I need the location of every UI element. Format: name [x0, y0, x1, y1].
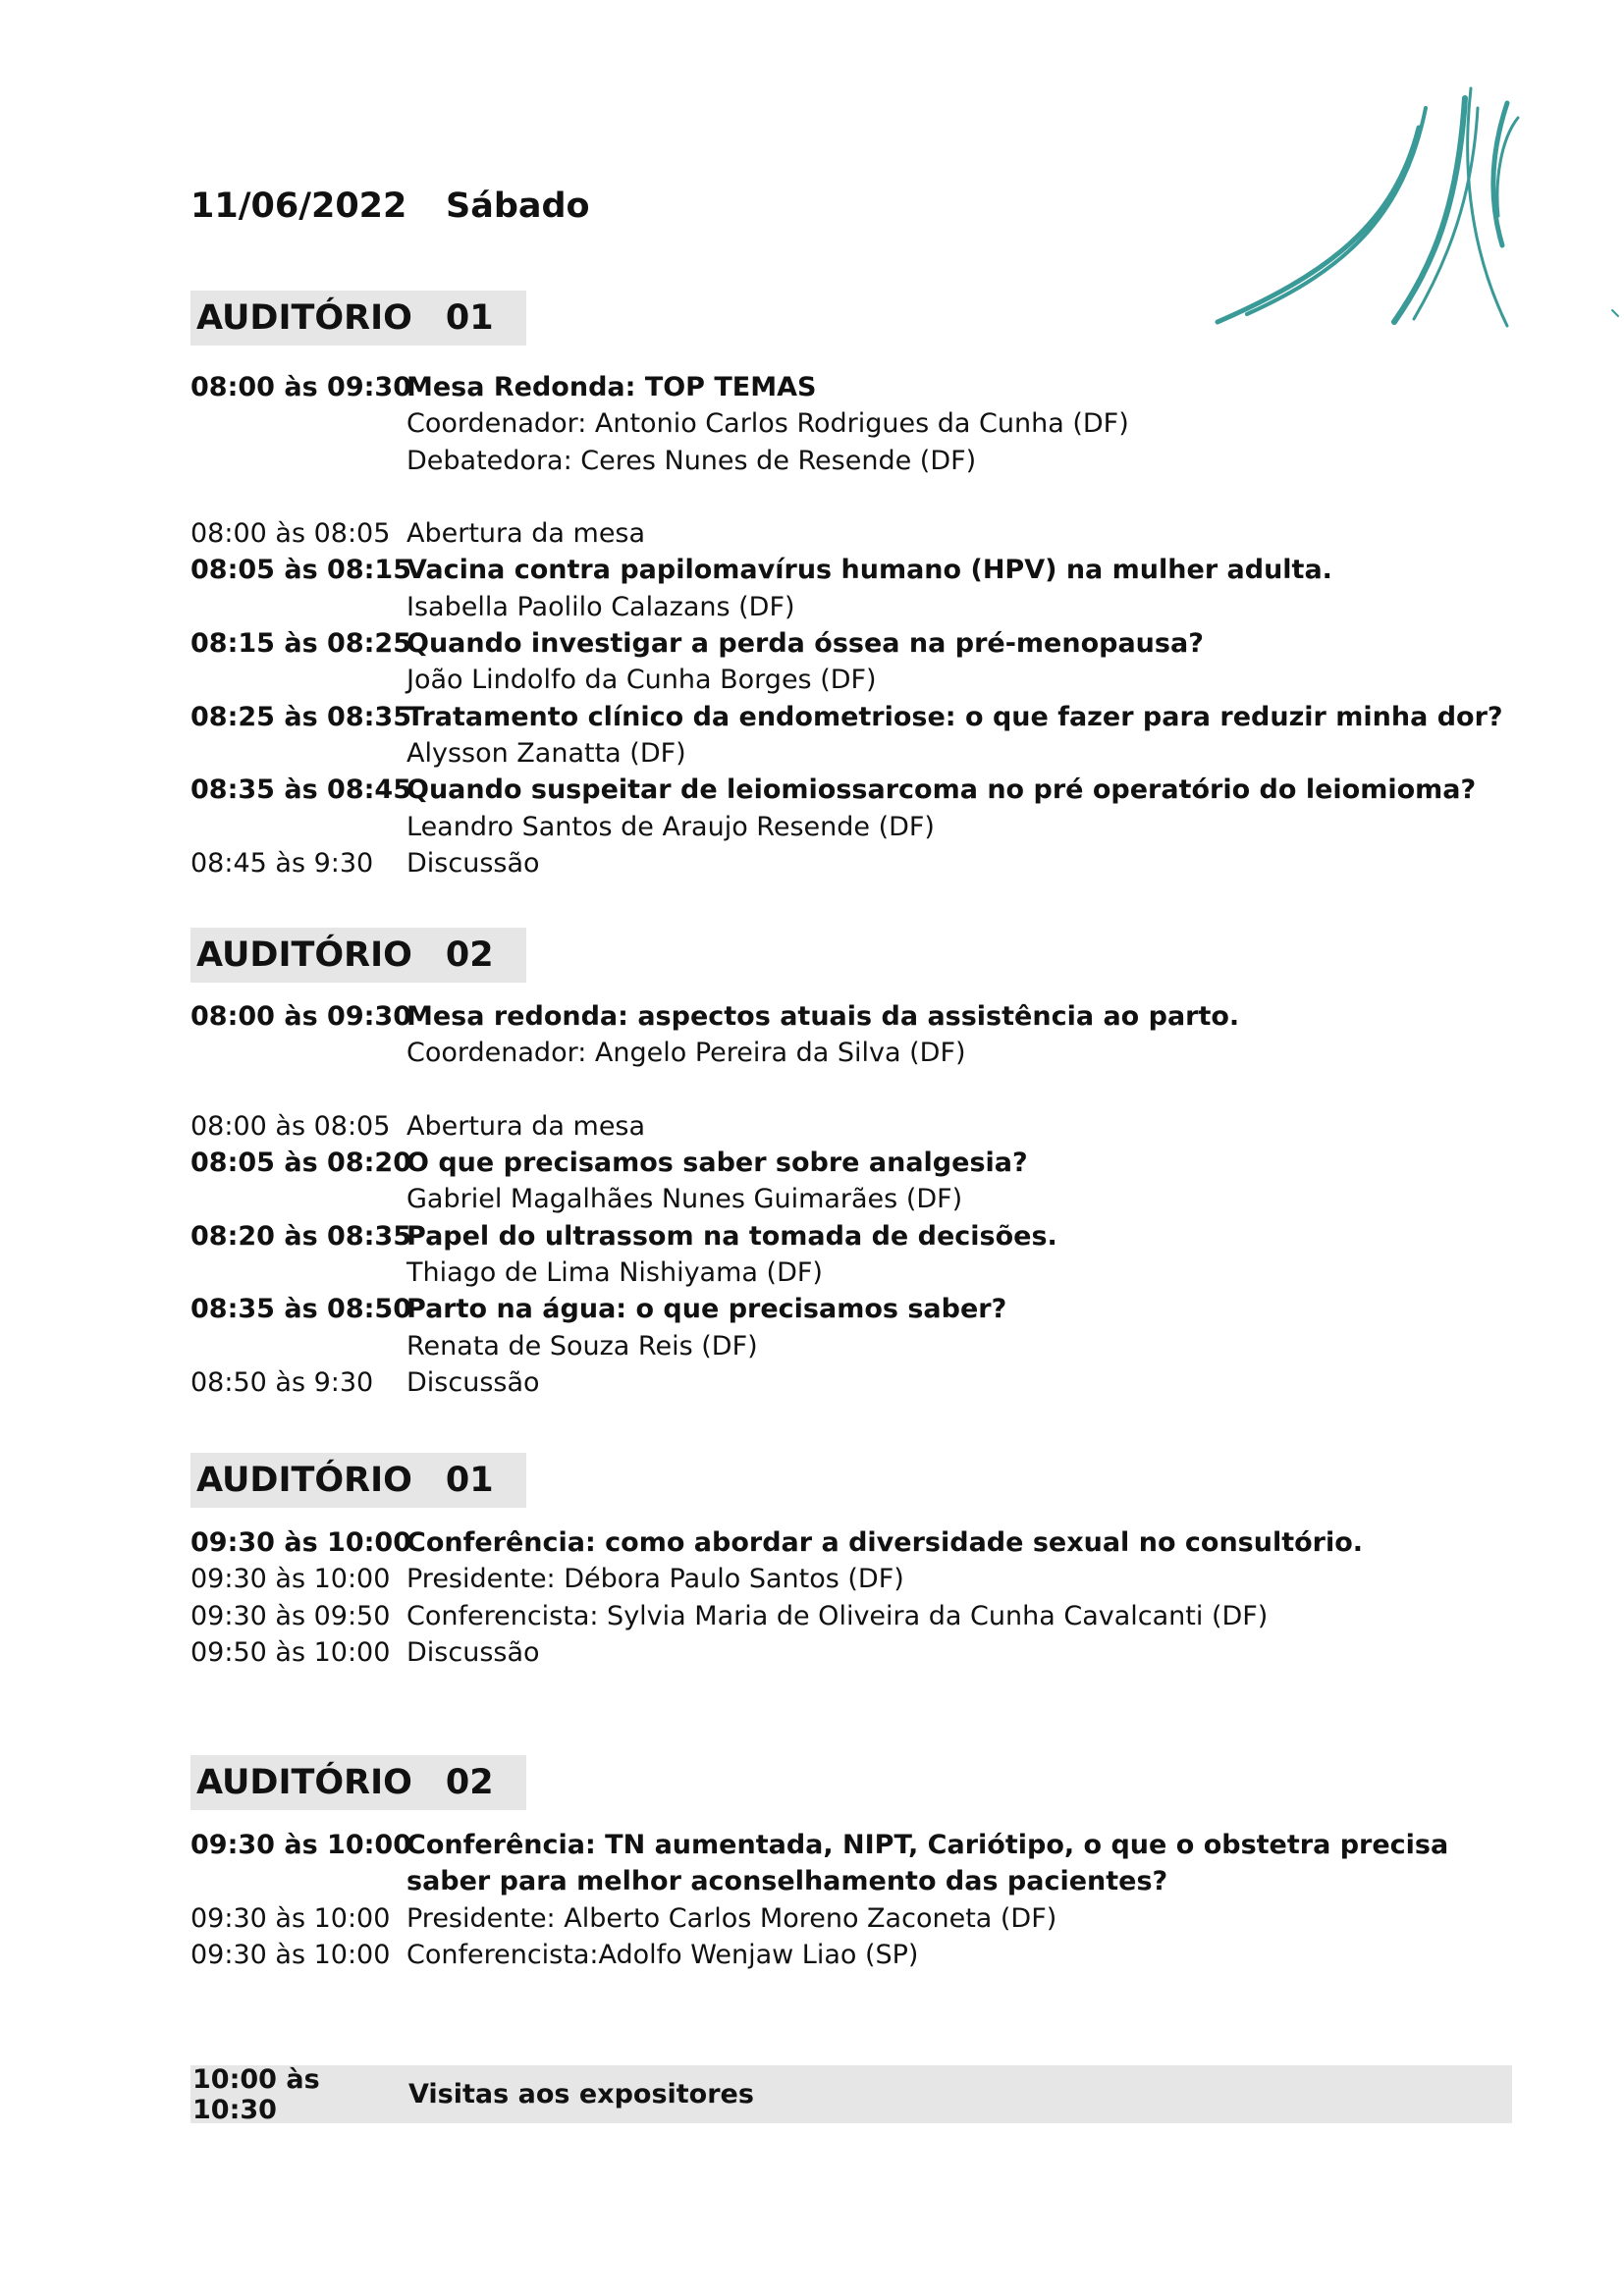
auditorium-header [190, 1755, 526, 1810]
schedule-row [190, 1291, 1512, 1327]
auditorium-header [190, 928, 526, 983]
schedule-row [190, 1328, 1512, 1364]
time-slot [190, 809, 406, 845]
time-slot: 08:00 às 08:05 [190, 1110, 391, 1142]
break-title: Visitas aos expositores [408, 2079, 754, 2109]
time-slot: 08:20 às 08:35 [190, 1220, 411, 1252]
time-slot [190, 589, 406, 625]
break-row [190, 2065, 1512, 2123]
schedule-row [190, 998, 1512, 1035]
auditorium-number: 01 [445, 1461, 494, 1500]
schedule-row [190, 772, 1512, 808]
schedule-row [190, 443, 1512, 479]
time-slot: 08:35 às 08:45 [190, 774, 411, 806]
time-slot: 09:30 às 10:00 [190, 1939, 391, 1970]
time-slot [190, 735, 406, 772]
speaker: Gabriel Magalhães Nunes Guimarães (DF) [406, 1184, 963, 1215]
auditorium-label: AUDITÓRIO [196, 298, 412, 338]
schedule-row [190, 1900, 1512, 1937]
session-title: Mesa redonda: aspectos atuais da assistência ao parto. [406, 1001, 1240, 1032]
speaker: Thiago de Lima Nishiyama (DF) [406, 1257, 823, 1289]
time-slot: 09:30 às 10:00 [190, 1902, 391, 1934]
schedule-row [190, 1255, 1512, 1291]
auditorium-number: 02 [445, 1763, 494, 1802]
auditorium-label: AUDITÓRIO [196, 935, 412, 975]
auditorium-section [190, 1755, 1512, 1973]
event-weekday: Sábado [446, 187, 590, 226]
schedule-row [190, 735, 1512, 772]
schedule-row [190, 625, 1512, 662]
time-slot: 08:50 às 9:30 [190, 1366, 374, 1398]
lecturer: Conferencista:Adolfo Wenjaw Liao (SP) [406, 1939, 919, 1970]
schedule-row [190, 1524, 1512, 1561]
session-item: Discussão [406, 1636, 540, 1668]
talk-title: Papel do ultrassom na tomada de decisões. [406, 1220, 1057, 1252]
time-slot [190, 1255, 406, 1291]
auditorium-header [190, 291, 526, 346]
auditorium-number: 01 [445, 298, 494, 338]
session-item: Abertura da mesa [406, 518, 646, 550]
auditorium-label: AUDITÓRIO [196, 1461, 412, 1500]
session-item: Discussão [406, 1366, 540, 1398]
speaker: João Lindolfo da Cunha Borges (DF) [406, 665, 877, 696]
schedule-row [190, 405, 1512, 442]
speaker: Leandro Santos de Araujo Resende (DF) [406, 811, 935, 842]
time-slot: 09:30 às 09:50 [190, 1600, 391, 1631]
schedule-row [190, 1634, 1512, 1671]
session-title: Conferência: TN aumentada, NIPT, Cariótipo, o que o obstetra precisa saber para melhor aconselhamento das pacientes? [406, 1830, 1449, 1897]
time-slot: 08:15 às 08:25 [190, 628, 411, 660]
time-slot: 08:05 às 08:15 [190, 555, 411, 586]
debater: Debatedora: Ceres Nunes de Resende (DF) [406, 445, 977, 476]
schedule-row [190, 1218, 1512, 1255]
session-item: Discussão [406, 847, 540, 879]
schedule-row [190, 1145, 1512, 1181]
schedule-row [190, 809, 1512, 845]
speaker: Isabella Paolilo Calazans (DF) [406, 591, 795, 622]
time-slot: 08:25 às 08:35 [190, 701, 411, 732]
talk-title: Parto na água: o que precisamos saber? [406, 1294, 1007, 1325]
time-slot: 09:50 às 10:00 [190, 1636, 391, 1668]
schedule-row [190, 1035, 1512, 1071]
time-slot: 08:35 às 08:50 [190, 1294, 411, 1325]
time-slot [190, 1328, 406, 1364]
schedule-row [190, 1937, 1512, 1973]
auditorium-section [190, 928, 1512, 1401]
president: Presidente: Débora Paulo Santos (DF) [406, 1564, 904, 1595]
time-slot: 09:30 às 10:00 [190, 1527, 411, 1558]
schedule-row [190, 1561, 1512, 1597]
session-title: Mesa Redonda: TOP TEMAS [406, 372, 817, 402]
lecturer: Conferencista: Sylvia Maria de Oliveira da Cunha Cavalcanti (DF) [406, 1600, 1269, 1631]
time-slot: 09:30 às 10:00 [190, 1564, 391, 1595]
session-item: Abertura da mesa [406, 1110, 646, 1142]
time-slot: 08:00 às 09:30 [190, 372, 411, 402]
schedule-row [190, 845, 1512, 881]
speaker: Renata de Souza Reis (DF) [406, 1330, 758, 1362]
schedule-row [190, 552, 1512, 588]
auditorium-header [190, 1453, 526, 1508]
auditorium-label: AUDITÓRIO [196, 1763, 412, 1802]
time-slot: 09:30 às 10:00 [190, 1830, 411, 1860]
president: Presidente: Alberto Carlos Moreno Zaconeta (DF) [406, 1902, 1057, 1934]
schedule-row [190, 1598, 1512, 1634]
time-slot [190, 1035, 406, 1071]
time-slot: 08:45 às 9:30 [190, 847, 374, 879]
schedule-row [190, 1364, 1512, 1401]
time-slot [190, 662, 406, 698]
time-slot [190, 1181, 406, 1217]
time-slot [190, 405, 406, 442]
schedule-row [190, 589, 1512, 625]
talk-title: O que precisamos saber sobre analgesia? [406, 1148, 1028, 1179]
auditorium-number: 02 [445, 935, 494, 975]
speaker: Alysson Zanatta (DF) [406, 737, 686, 769]
schedule-row [190, 1181, 1512, 1217]
time-slot: 08:00 às 09:30 [190, 1001, 411, 1032]
event-date: 11/06/2022 [190, 187, 407, 226]
session-title: Conferência: como abordar a diversidade sexual no consultório. [406, 1527, 1364, 1558]
schedule-row [190, 699, 1512, 735]
auditorium-section [190, 1453, 1512, 1671]
auditorium-section [190, 291, 1512, 881]
talk-title: Vacina contra papilomavírus humano (HPV) na mulher adulta. [406, 555, 1332, 586]
time-slot [190, 443, 406, 479]
schedule-row [190, 1827, 1512, 1900]
coordinator: Coordenador: Angelo Pereira da Silva (DF) [406, 1038, 966, 1069]
time-slot: 08:05 às 08:20 [190, 1148, 411, 1179]
schedule-row [190, 1108, 1512, 1145]
coordinator: Coordenador: Antonio Carlos Rodrigues da Cunha (DF) [406, 408, 1129, 440]
talk-title: Tratamento clínico da endometriose: o que fazer para reduzir minha dor? [406, 701, 1503, 732]
schedule-row [190, 369, 1512, 405]
time-slot: 10:00 às 10:30 [192, 2063, 320, 2125]
schedule-row [190, 515, 1512, 552]
schedule-row [190, 662, 1512, 698]
time-slot: 08:00 às 08:05 [190, 518, 391, 550]
talk-title: Quando suspeitar de leiomiossarcoma no pré operatório do leiomioma? [406, 774, 1477, 806]
talk-title: Quando investigar a perda óssea na pré-menopausa? [406, 628, 1204, 660]
